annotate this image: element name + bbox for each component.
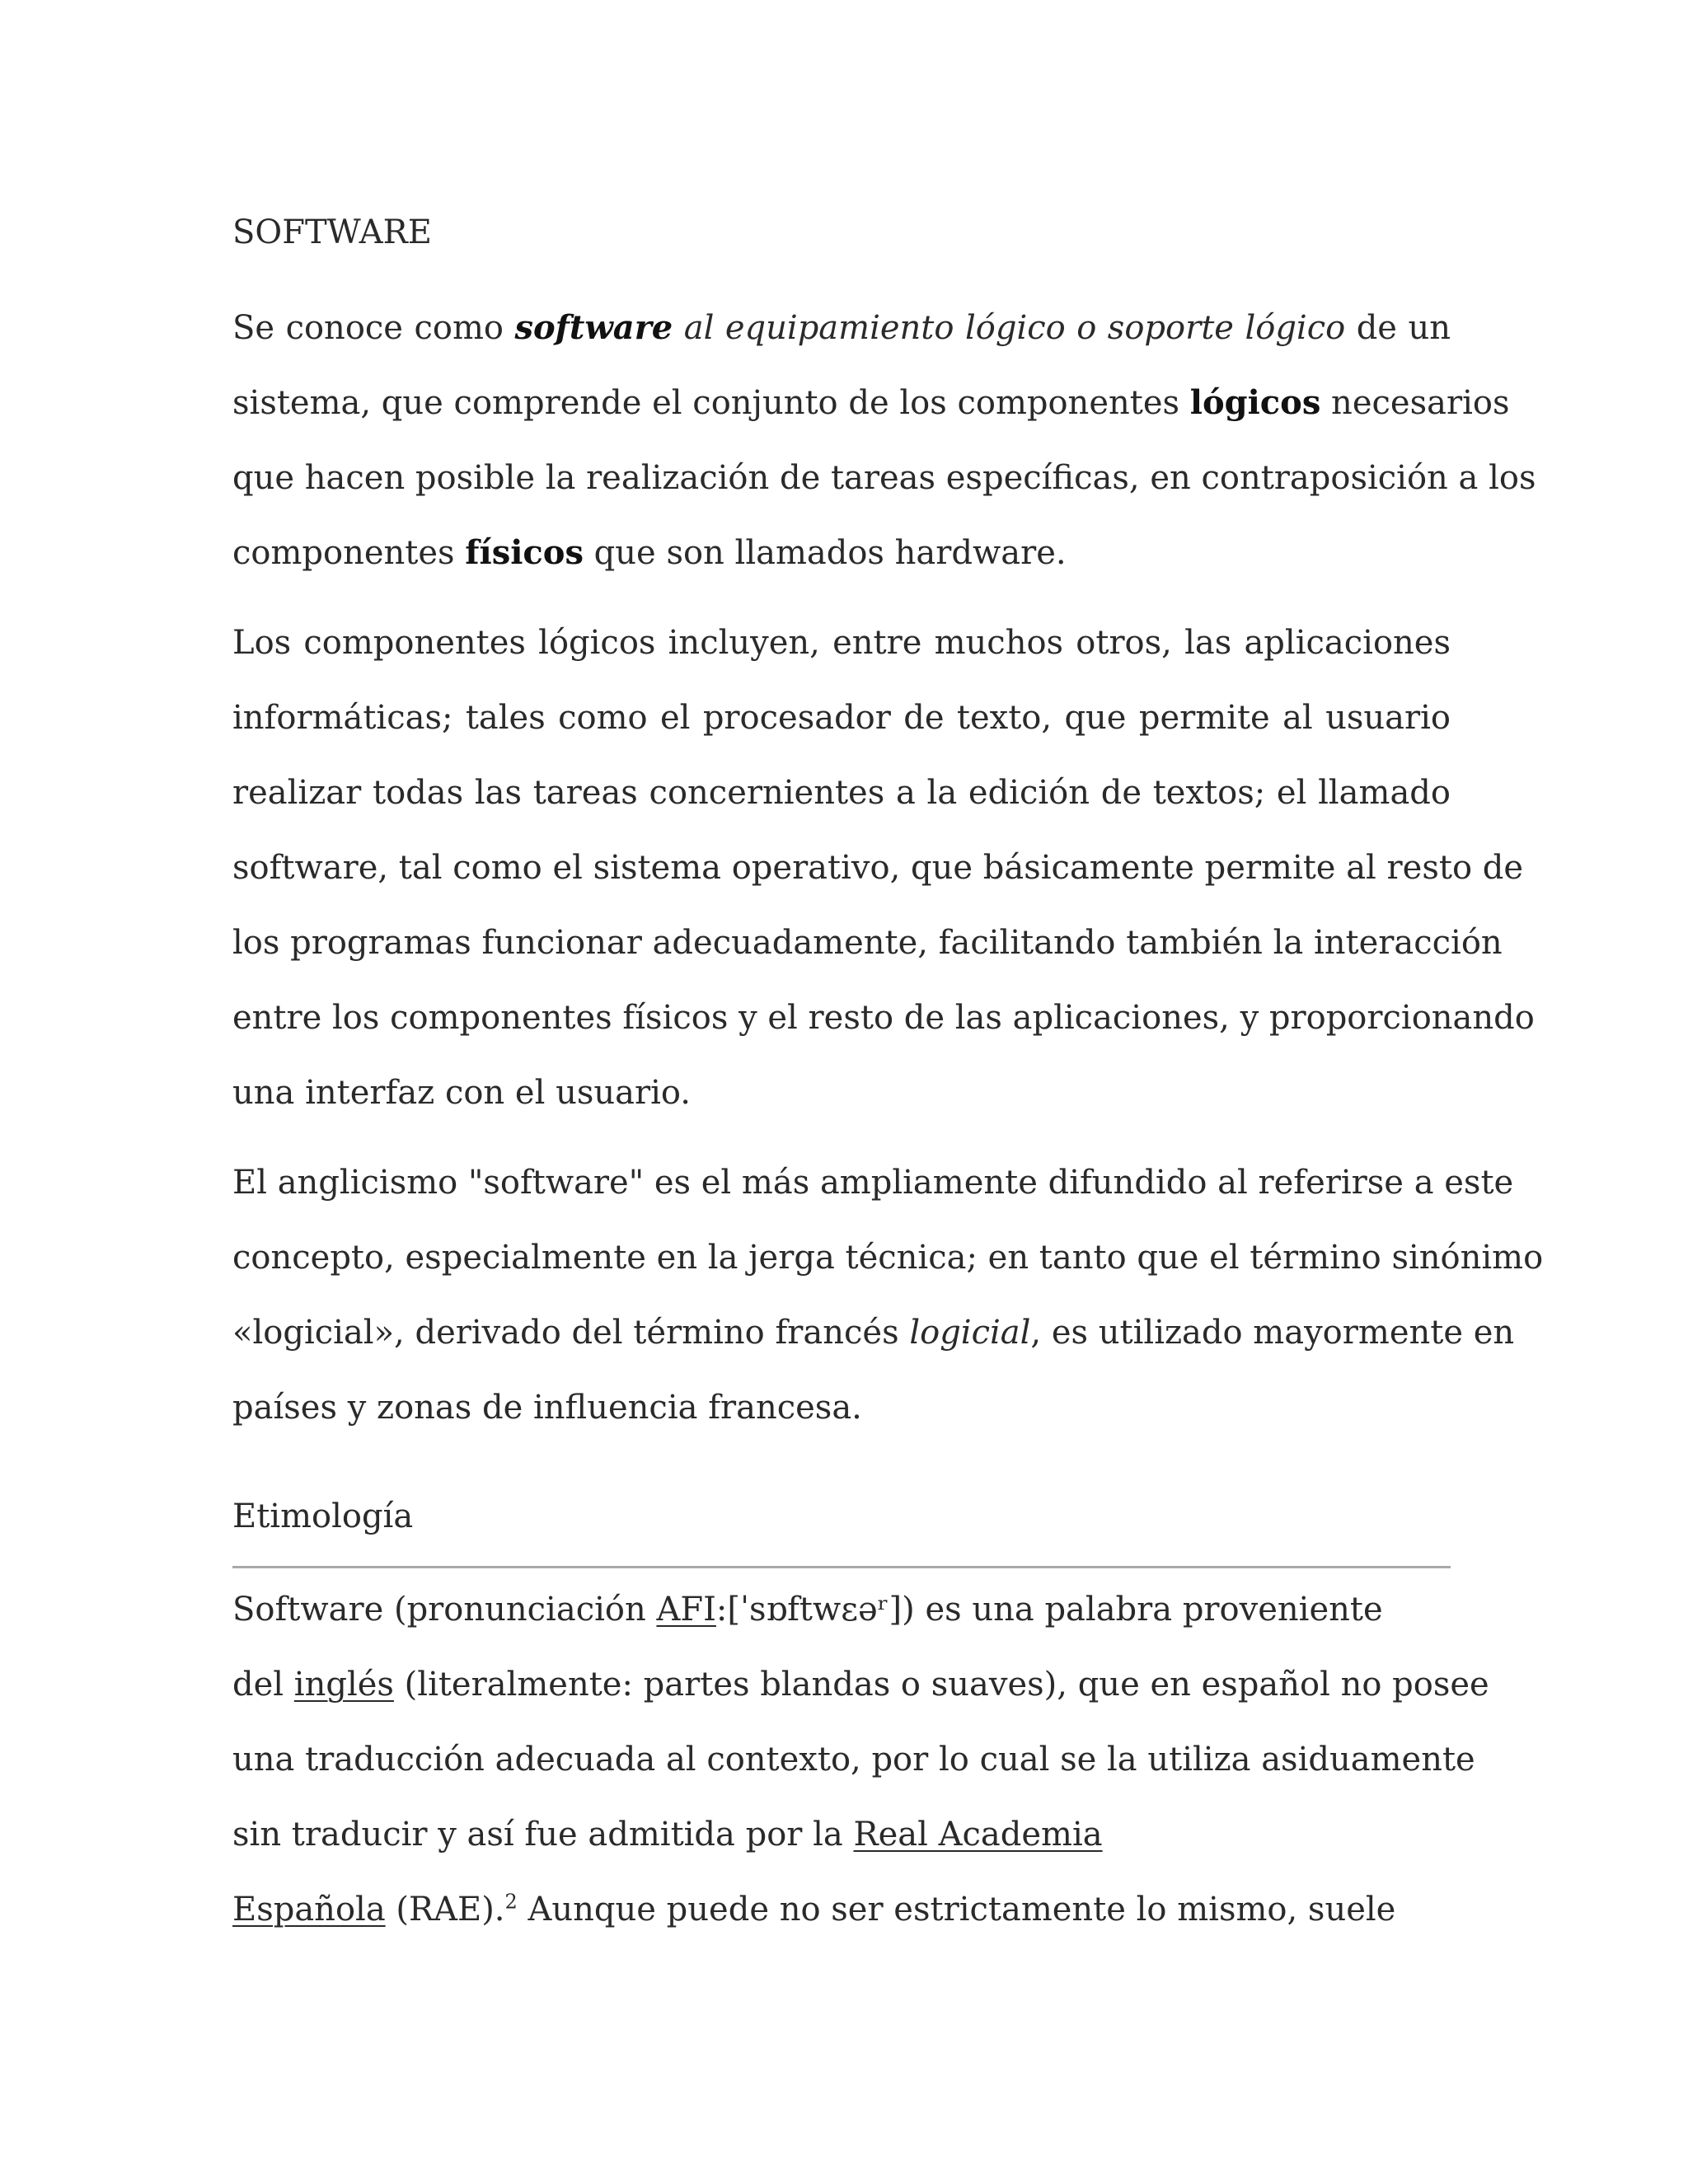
- text-segment: (literalmente: partes blandas o suaves), que en español no posee: [393, 1666, 1489, 1704]
- etymology-line-2: [232, 1661, 1489, 1708]
- text-segment: del: [232, 1666, 294, 1704]
- link-afi[interactable]: AFI: [656, 1591, 716, 1629]
- bold-word-fisicos: físicos: [465, 533, 584, 572]
- etymology-line-4: [232, 1811, 1451, 1858]
- etymology-line-3: una traducción adecuada al contexto, por lo cual se la utiliza asiduamente: [232, 1741, 1475, 1779]
- link-espanola[interactable]: Española: [232, 1891, 386, 1929]
- text-segment: de un: [1345, 309, 1451, 347]
- paragraph-3-line-2: concepto, especialmente en la jerga técnica; en tanto que el término sinónimo: [232, 1239, 1544, 1277]
- etymology-line-1: [232, 1586, 1451, 1633]
- paragraph-2-line-4: software, tal como el sistema operativo, que básicamente permite al resto de: [232, 849, 1524, 887]
- text-segment: (RAE).: [385, 1891, 505, 1929]
- paragraph-2-line-6: entre los componentes físicos y el resto de las aplicaciones, y proporcionando: [232, 999, 1535, 1037]
- text-segment: Aunque puede no ser estrictamente lo mismo, suele: [517, 1891, 1396, 1929]
- paragraph-3-line-3: [232, 1310, 1515, 1356]
- text-segment: «logicial», derivado del término francés: [232, 1314, 910, 1352]
- paragraph-1-line-1: [232, 305, 1451, 351]
- italic-word-logicial: logicial: [909, 1314, 1031, 1352]
- text-segment: Software (pronunciación: [232, 1591, 657, 1629]
- document-title: SOFTWARE: [232, 213, 432, 251]
- text-segment: :[ˈsɒftwɛəʳ]) es una palabra proveniente: [715, 1591, 1383, 1629]
- text-segment: sistema, que comprende el conjunto de los componentes: [232, 384, 1190, 422]
- section-heading-etimologia: Etimología: [232, 1497, 414, 1535]
- link-ingles[interactable]: inglés: [293, 1666, 394, 1704]
- paragraph-2-line-1: Los componentes lógicos incluyen, entre muchos otros, las aplicaciones: [232, 624, 1451, 662]
- text-segment: necesarios: [1320, 384, 1510, 422]
- paragraph-2-line-2: informáticas; tales como el procesador de texto, que permite al usuario: [232, 699, 1451, 737]
- text-segment: sin traducir y así fue admitida por la: [232, 1816, 854, 1854]
- text-segment: que son llamados hardware.: [583, 534, 1067, 572]
- text-segment: Se conoce como: [232, 309, 515, 347]
- paragraph-3-line-1: El anglicismo "software" es el más ampliamente difundido al referirse a este: [232, 1164, 1514, 1202]
- paragraph-1-line-2: [232, 380, 1510, 426]
- etymology-line-5: [232, 1886, 1451, 1933]
- italic-phrase: al equipamiento lógico o soporte lógico: [673, 309, 1346, 347]
- bold-word-logicos: lógicos: [1189, 383, 1321, 422]
- text-segment: , es utilizado mayormente en: [1030, 1314, 1515, 1352]
- link-real-academia[interactable]: Real Academia: [853, 1816, 1103, 1854]
- paragraph-2-line-3: realizar todas las tareas concernientes a la edición de textos; el llamado: [232, 774, 1451, 812]
- paragraph-2-line-7: una interfaz con el usuario.: [232, 1074, 691, 1112]
- section-divider: [232, 1566, 1451, 1568]
- software-term: software: [514, 308, 673, 347]
- paragraph-3-line-4: países y zonas de influencia francesa.: [232, 1389, 862, 1427]
- text-segment: componentes: [232, 534, 466, 572]
- footnote-reference[interactable]: 2: [504, 1890, 518, 1914]
- paragraph-2-line-5: los programas funcionar adecuadamente, facilitando también la interacción: [232, 924, 1503, 962]
- paragraph-1-line-3: que hacen posible la realización de tareas específicas, en contraposición a los: [232, 459, 1536, 497]
- paragraph-1-line-4: [232, 530, 1451, 576]
